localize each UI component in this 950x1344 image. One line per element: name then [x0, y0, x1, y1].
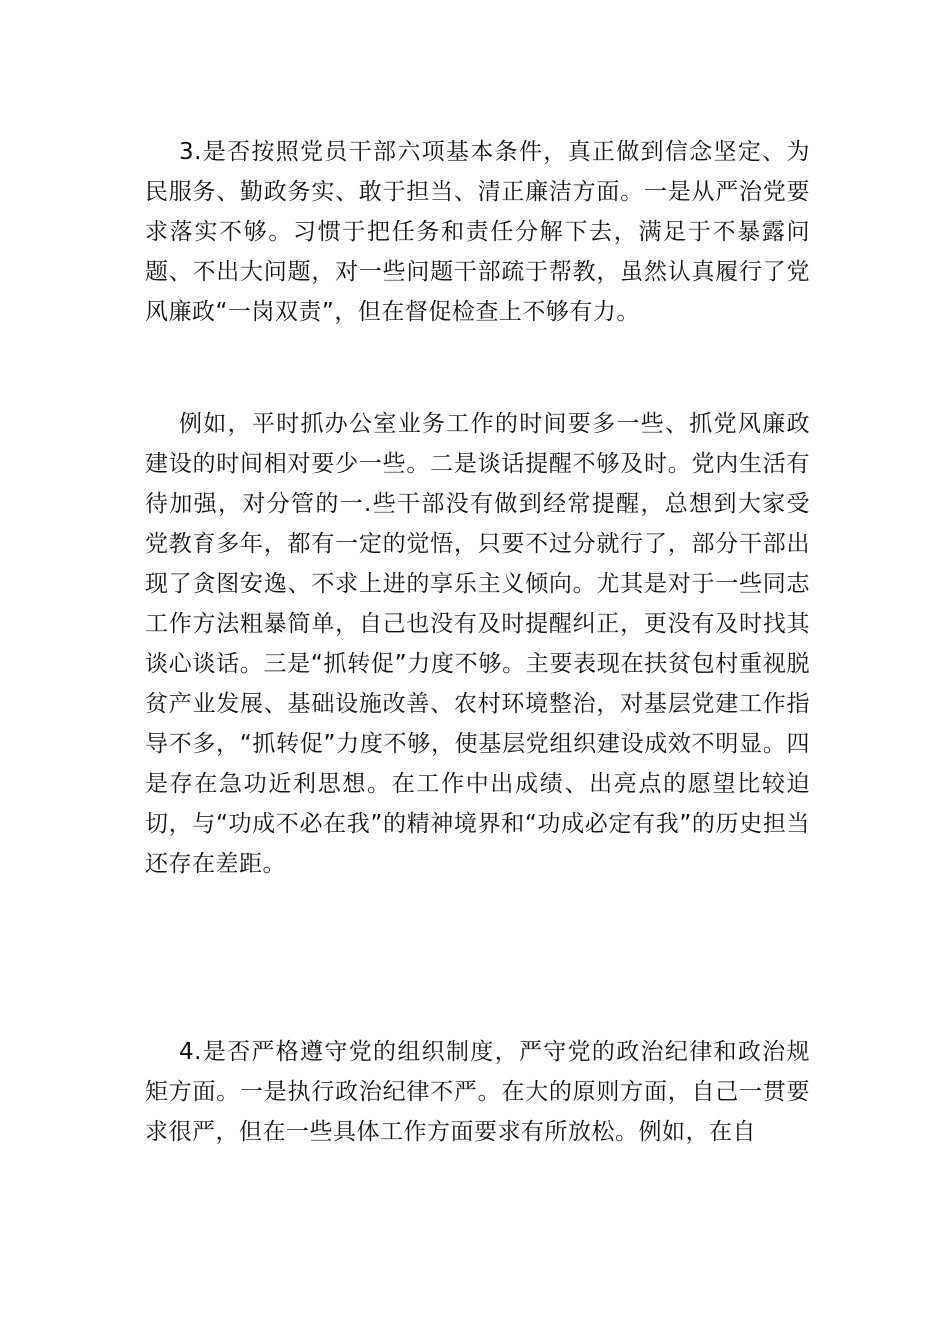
- paragraph-section-3: 3.是否按照党员干部六项基本条件，真正做到信念坚定、为民服务、勤政务实、敢于担当、清正廉洁方面。一是从严治党要求落实不够。习惯于把任务和责任分解下去，满足于不暴露问题、不出大问题，对一些问题干部疏于帮教，虽然认真履行了党风廉政“一岗双责”，但在督促检查上不够有力。: [145, 139, 810, 325]
- paragraph-example: 例如，平时抓办公室业务工作的时间要多一些、抓党风廉政建设的时间相对要少一些。二是谈话提醒不够及时。党内生活有待加强，对分管的一.些干部没有做到经常提醒，总想到大家受党教育多年，都有一定的觉悟，只要不过分就行了，部分干部出现了贪图安逸、不求上进的享乐主义倾向。尤其是对于一些同志工作方法粗暴简单，自己也没有及时提醒纠正，更没有及时找其谈心谈话。三是“抓转促”力度不够。主要表现在扶贫包村重视脱贫产业发展、基础设施改善、农村环境整治，对基层党建工作指导不多，“抓转促”力度不够，使基层党组织建设成效不明显。四是存在急功近利思想。在工作中出成绩、出亮点的愿望比较迫切，与“功成不必在我”的精神境界和“功成必定有我”的历史担当还存在差距。: [145, 411, 810, 877]
- paragraph-section-4: 4.是否严格遵守党的组织制度，严守党的政治纪律和政治规矩方面。一是执行政治纪律不严。在大的原则方面，自己一贯要求很严，但在一些具体工作方面要求有所放松。例如，在自: [145, 1039, 810, 1145]
